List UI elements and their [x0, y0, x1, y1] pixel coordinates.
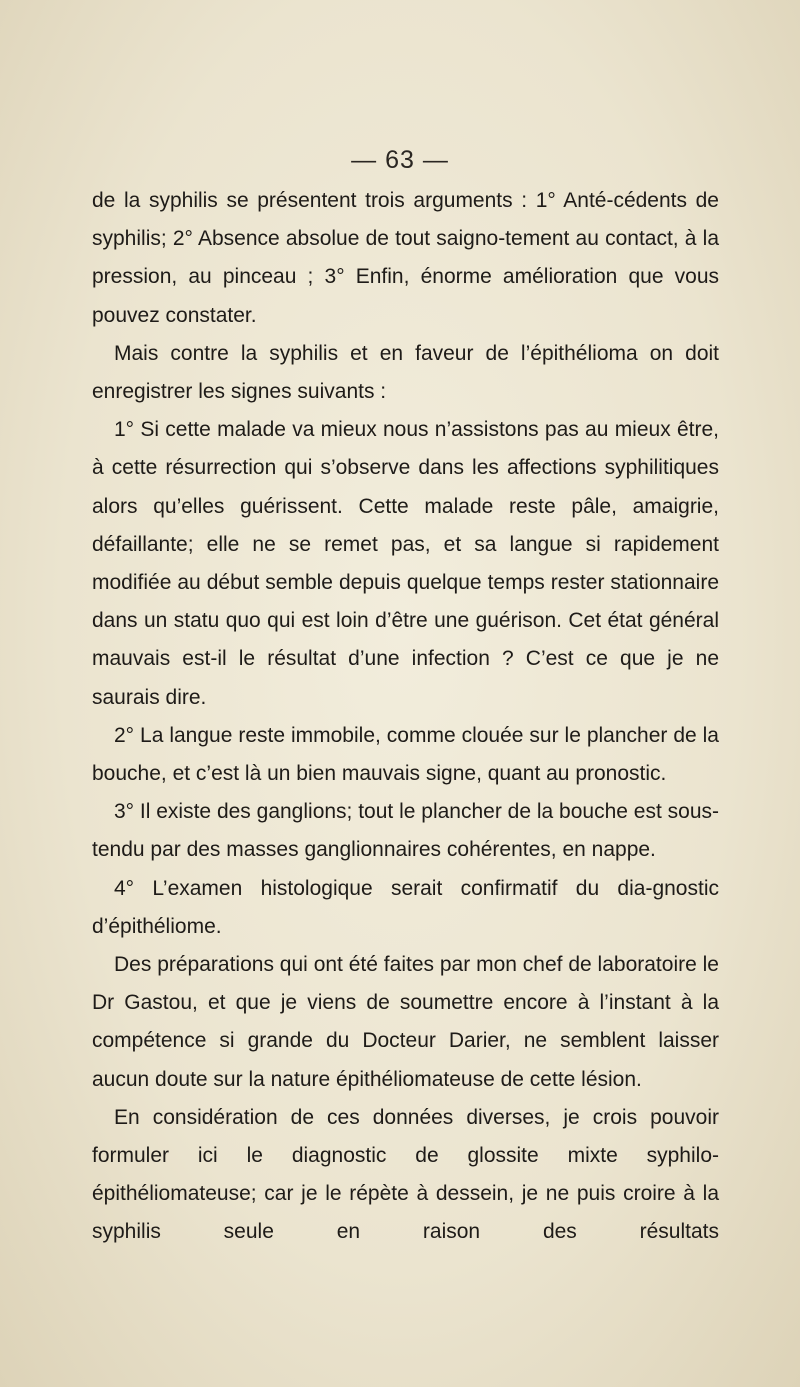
paragraph: 4° L’examen histologique serait confirmatif du dia-gnostic d’épithéliome. [92, 876, 719, 938]
paragraph: En considération de ces données diverses, je crois pouvoir formuler ici le diagnostic de glossite mixte syphilo-épithéliomateuse; car je le répète à dessein, je ne puis croire à la syphilis seule en raison des résultats [92, 1105, 719, 1244]
body-text [92, 182, 719, 1252]
paragraph: de la syphilis se présentent trois arguments : 1° Anté-cédents de syphilis; 2° Absence absolue de tout saigno-tement au contact, à la pression, au pinceau ; 3° Enfin, énorme amélioration que vous pouvez constater. [92, 189, 719, 327]
paragraph: Mais contre la syphilis et en faveur de l’épithélioma on doit enregistrer les signes suivants : [92, 341, 719, 404]
page-number: — 63 — [351, 146, 449, 174]
paragraph: 1° Si cette malade va mieux nous n’assistons pas au mieux être, à cette résurrection qui s’observe dans les affections syphilitiques alors qu’elles guérissent. Cette malade reste pâle, amaigrie, défaillante; elle ne se remet pas, et sa langue si rapidement modifiée au début semble depuis quelque temps rester stationnaire dans un statu quo qui est loin d’être une guérison. Cet état général mauvais est-il le résultat d’une infection ? C’est ce que je ne saurais dire. [92, 418, 719, 709]
paragraph: 3° Il existe des ganglions; tout le plancher de la bouche est sous-tendu par des masses ganglionnaires cohérentes, en nappe. [92, 800, 719, 862]
paragraph: Des préparations qui ont été faites par mon chef de laboratoire le Dr Gastou, et que je viens de soumettre encore à l’instant à la compétence si grande du Docteur Darier, ne semblent laisser aucun doute sur la nature épithéliomateuse de cette lésion. [92, 953, 719, 1091]
paragraph: 2° La langue reste immobile, comme clouée sur le plancher de la bouche, et c’est là un bien mauvais signe, quant au pronostic. [92, 723, 719, 786]
